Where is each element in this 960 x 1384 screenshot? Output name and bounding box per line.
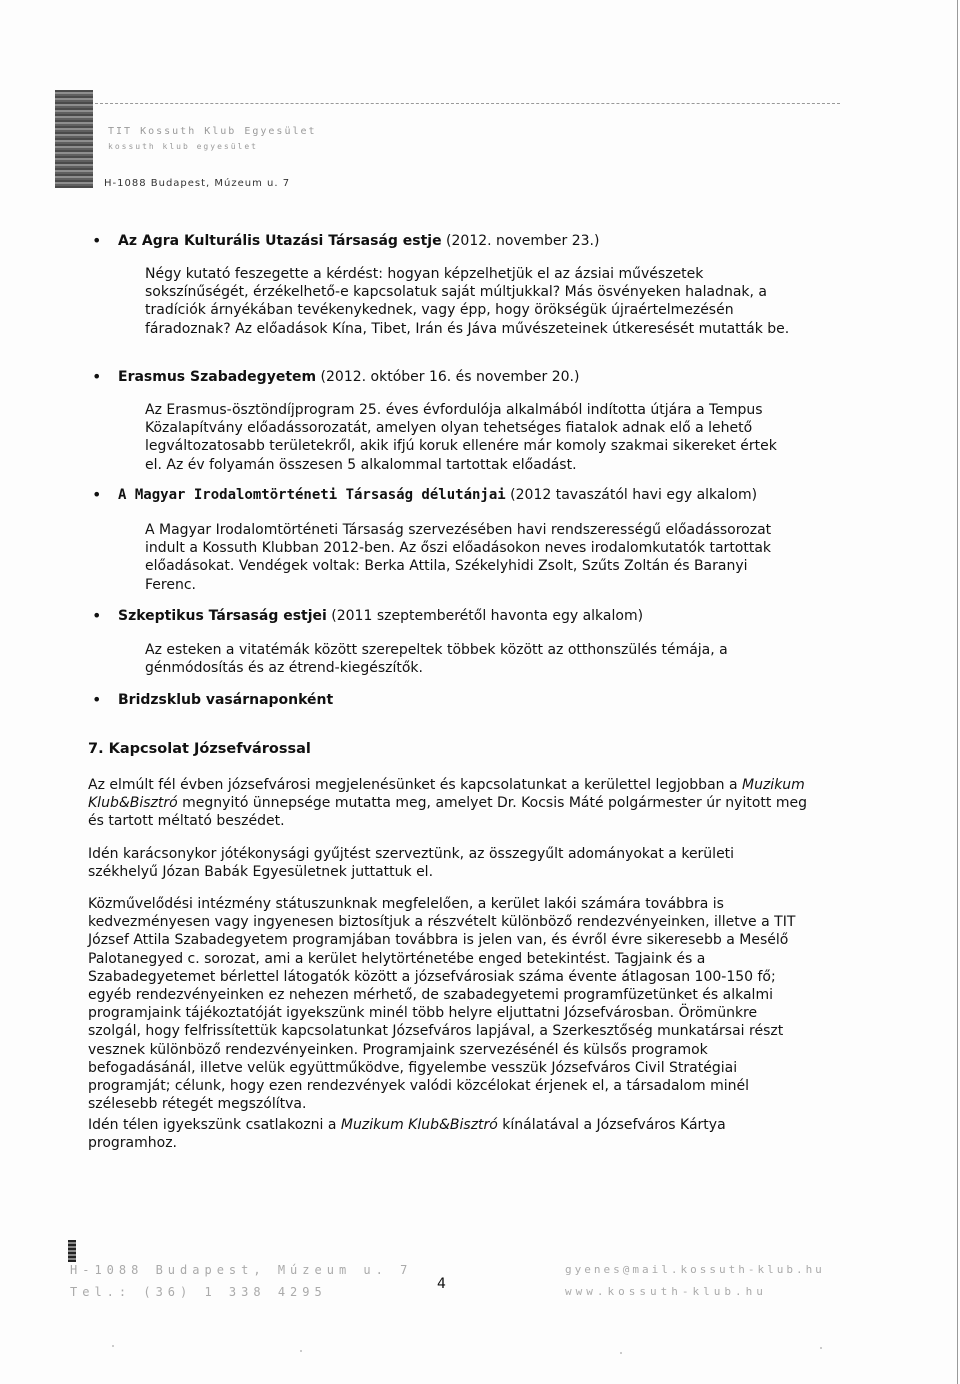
letterhead-logo bbox=[55, 90, 93, 188]
item-date: (2012 tavaszától havi egy alkalom) bbox=[505, 487, 758, 503]
item-title: Erasmus Szabadegyetem bbox=[118, 369, 317, 385]
list-item-szkeptikus bbox=[118, 607, 643, 625]
venue-name: Muzikum Klub&Bisztró bbox=[340, 1117, 498, 1133]
header-sub-line: kossuth klub egyesület bbox=[108, 142, 258, 151]
scan-speck bbox=[112, 1345, 114, 1347]
section-heading: 7. Kapcsolat Józsefvárossal bbox=[88, 741, 311, 757]
text-run: kínálatával a Józsefváros Kártya programhoz. bbox=[88, 1117, 726, 1152]
text-run: Idén télen igyekszünk csatlakozni a bbox=[88, 1117, 341, 1133]
footer-website: www.kossuth-klub.hu bbox=[565, 1285, 767, 1298]
item-title: Szkeptikus Társaság estjei bbox=[118, 608, 327, 624]
item-title: Bridzsklub vasárnaponként bbox=[118, 692, 334, 708]
scan-speck bbox=[820, 1347, 822, 1349]
page-edge bbox=[957, 0, 958, 1384]
footer-address: H-1088 Budapest, Múzeum u. 7 bbox=[70, 1263, 413, 1277]
section-paragraph-2: Idén karácsonykor jótékonysági gyűjtést szerveztünk, az összegyűlt adományokat a kerületi székhelyű Józan Babák Egyesületnek juttattuk el. bbox=[88, 846, 735, 881]
header-org-line: TIT Kossuth Klub Egyesület bbox=[108, 126, 317, 137]
scan-speck bbox=[300, 1350, 302, 1352]
item-title: Az Agra Kulturális Utazási Társaság estje bbox=[118, 233, 442, 249]
item-description: Az esteken a vitatémák között szerepeltek többek között az otthonszülés témája, a génmódosítás és az étrend-kiegészítők. bbox=[145, 642, 728, 677]
item-date: (2011 szeptemberétől havonta egy alkalom) bbox=[326, 608, 644, 624]
header-address: H-1088 Budapest, Múzeum u. 7 bbox=[104, 178, 291, 189]
text-run: megnyitó ünnepsége mutatta meg, amelyet Dr. Kocsis Máté polgármester úr nyitott meg és tartott méltató beszédet. bbox=[88, 795, 807, 830]
section-paragraph-1 bbox=[88, 776, 808, 831]
item-title: A Magyar Irodalomtörténeti Társaság délutánjai bbox=[118, 487, 506, 503]
venue-name: Muzikum Klub&Bisztró bbox=[88, 777, 805, 812]
section-paragraph-3: Közművelődési intézmény státuszunknak megfelelően, a kerület lakói számára továbbra is kedvezményesen vagy ingyenesen biztosítjuk a részvételt különböző rendezvényeinken, illetve a TIT József Attila Szabadegyetem programjában továbbra is jelen van, és évről évre sikeresebb a Mesélő Palotanegyed c. sorozat, ami a kerület helytörténetébe enged betekintést. Tagjaink és a Szabadegyetemet bérlettel látogatók között a józsefvárosiak száma évente átlagosan 100-150 fő; egyéb rendezvényeinken ez nehezen mérhető, de szabadegyetemi programfüzetünket és alkalmi programjaink tájékoztatóját igyekszünk minél több helyre eljuttatni Józsefvárosban. Örömünkre szolgál, hogy felfrissítettük kapcsolatunkat Józsefváros lapjával, a Szerkesztőség munkatársai részt vesznek különböző rendezvényeinken. Programjaink szervezésénél és külsős programok befogadásánál, illetve velük együttműködve, figyelembe vesszük Józsefváros Civil Stratégiai programját; célunk, hogy ezen rendezvények valódi közcélokat érjenek el, a társadalom minél szélesebb rétegét megszólítva. bbox=[88, 896, 796, 1113]
footer-logo bbox=[68, 1240, 76, 1262]
section-paragraph-4 bbox=[88, 1116, 808, 1152]
item-description: Az Erasmus-ösztöndíjprogram 25. éves évfordulója alkalmából indította útjára a Tempus Közalapítvány előadássorozatát, amelyen olyan tehetséges fiatalok adnak elő a lehető legváltozatosabb területekről, akik ifjú koruk ellenére már komoly szakmai sikereket értek el. Az év folyamán összesen 5 alkalommal tartottak előadást. bbox=[145, 402, 777, 473]
item-description: Négy kutató feszegette a kérdést: hogyan képzelhetjük el az ázsiai művészetek sokszínűségét, érzékelhető-e kapcsolatuk saját múltjukkal? Más ösvényeken haladnak, a tradíciók árnyékában tevékenykednek, vagy épp, hogy örökségük újraértelmezésén fáradoznak? Az előadások Kína, Tibet, Irán és Jáva művészeteinek útkeresését mutatták be. bbox=[145, 266, 790, 337]
list-item-bridzsklub bbox=[118, 691, 333, 709]
footer-email: gyenes@mail.kossuth-klub.hu bbox=[565, 1263, 825, 1276]
list-item-irodalomtorteneti bbox=[118, 486, 757, 504]
header-rule bbox=[95, 103, 840, 104]
footer-phone: Tel.: (36) 1 338 4295 bbox=[70, 1285, 327, 1299]
text-run: Az elmúlt fél évben józsefvárosi megjelenésünket és kapcsolatunkat a kerülettel legjobban a bbox=[88, 777, 742, 793]
item-description: A Magyar Irodalomtörténeti Társaság szervezésében havi rendszerességű előadássorozat indult a Kossuth Klubban 2012-ben. Az őszi előadásokon neves irodalomkutatók tartottak előadásokat. Vendégek voltak: Berka Attila, Székelyhidi Zsolt, Szűts Zoltán és Baranyi Ferenc. bbox=[145, 522, 772, 593]
scan-speck bbox=[620, 1352, 622, 1354]
list-item-agra bbox=[118, 232, 599, 250]
item-date: (2012. október 16. és november 20.) bbox=[316, 369, 580, 385]
page-number: 4 bbox=[437, 1276, 446, 1292]
list-item-erasmus bbox=[118, 368, 579, 386]
item-date: (2012. november 23.) bbox=[441, 233, 600, 249]
